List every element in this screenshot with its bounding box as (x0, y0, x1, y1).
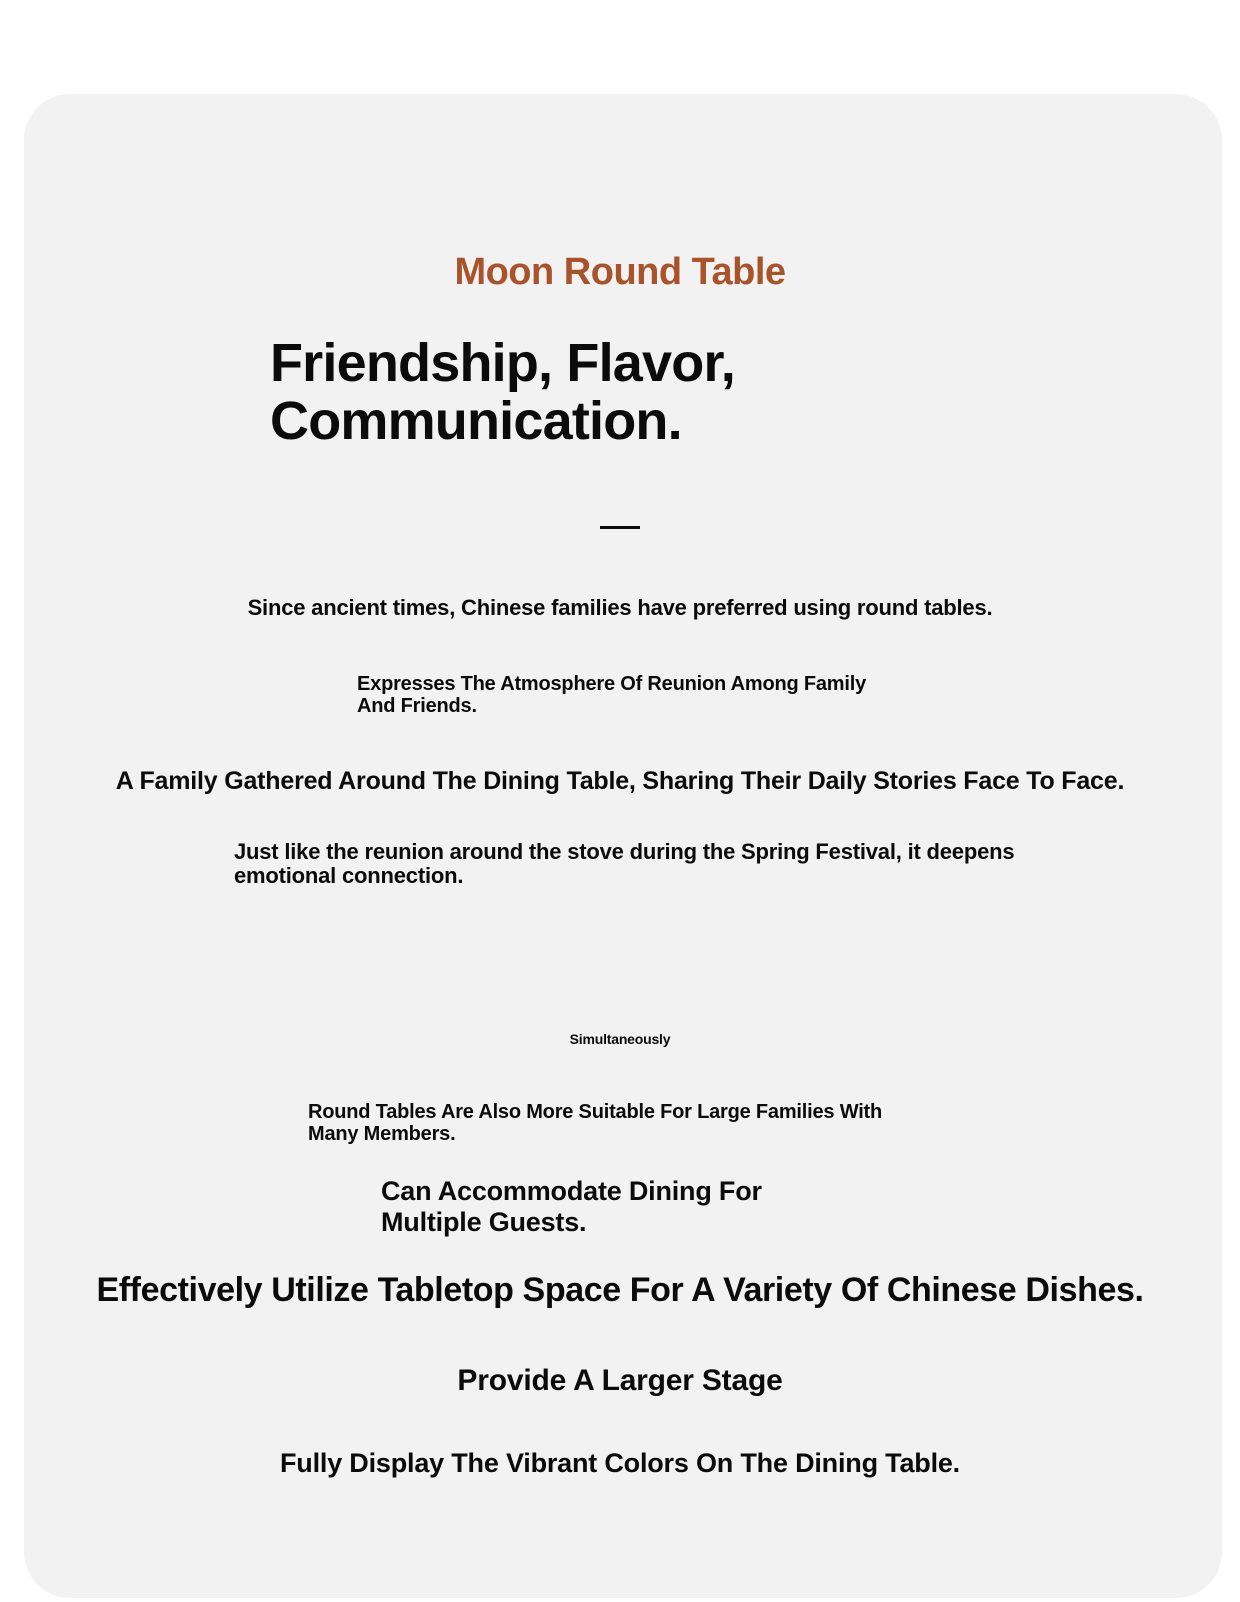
text-line-7: Can Accommodate Dining For Multiple Guests. (381, 1176, 762, 1237)
text-line-8: Effectively Utilize Tabletop Space For A Variety Of Chinese Dishes. (96, 1271, 1144, 1309)
text-line-5: Simultaneously (569, 1031, 671, 1047)
text-line-4: Just like the reunion around the stove during the Spring Festival, it deepens emotional connection. (234, 839, 1015, 888)
text-line-9: Provide A Larger Stage (457, 1364, 783, 1397)
text-line-10: Fully Display The Vibrant Colors On The Dining Table. (280, 1448, 960, 1478)
divider (600, 526, 640, 529)
headline: Friendship, Flavor, Communication. (270, 333, 735, 451)
page-title: Moon Round Table (454, 251, 786, 293)
text-line-1: Since ancient times, Chinese families have preferred using round tables. (247, 595, 993, 620)
text-line-6: Round Tables Are Also More Suitable For Large Families With Many Members. (308, 1101, 883, 1145)
text-line-2: Expresses The Atmosphere Of Reunion Among Family And Friends. (357, 673, 867, 717)
text-line-3: A Family Gathered Around The Dining Table, Sharing Their Daily Stories Face To Face. (115, 767, 1125, 795)
